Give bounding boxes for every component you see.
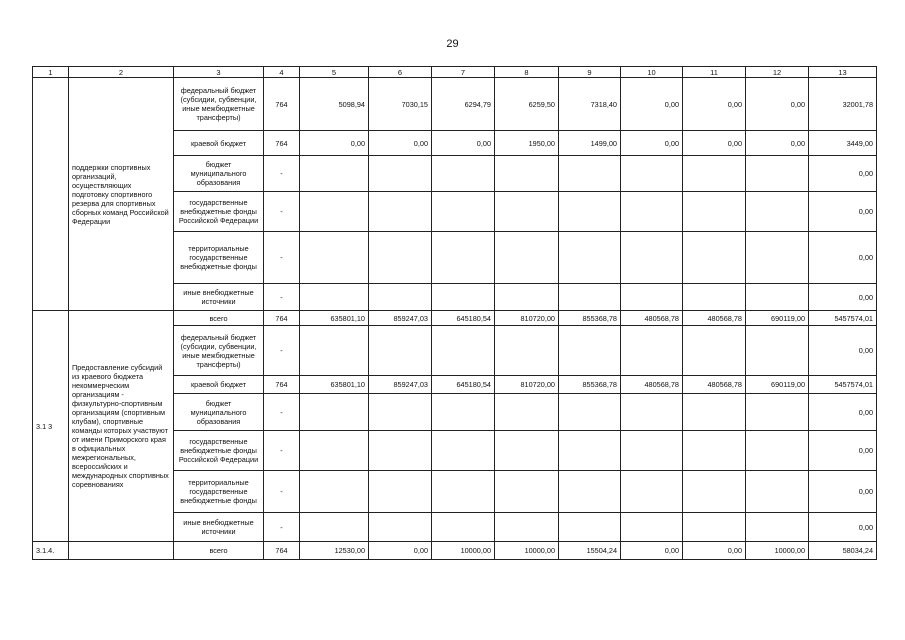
year-value	[559, 326, 621, 376]
funding-source: федеральный бюджет (субсидии, субвенции, иные межбюджетные трансферты)	[174, 78, 264, 131]
gr-code: 764	[264, 542, 300, 560]
measure-name: Предоставление субсидий из краевого бюджета некоммерческим организациям - физкультурно-спортивным организациям (спортивным клубам), спортивные команды которых участвуют от имени Приморского края в официальных межрегиональных, всероссийских и международных спортивных соревнованиях	[69, 311, 174, 542]
year-value	[300, 326, 369, 376]
funding-source: иные внебюджетные источники	[174, 284, 264, 311]
page-number: 29	[446, 38, 459, 50]
year-value: 5098,94	[300, 78, 369, 131]
year-value	[495, 284, 559, 311]
year-value	[300, 284, 369, 311]
year-value	[683, 513, 746, 542]
row-code: 3.1.4.	[33, 542, 69, 560]
budget-table	[32, 66, 877, 560]
total-value: 0,00	[809, 431, 877, 471]
year-value	[621, 471, 683, 513]
year-value: 0,00	[621, 131, 683, 156]
year-value	[369, 394, 432, 431]
year-value	[746, 156, 809, 192]
year-value	[746, 232, 809, 284]
funding-source: государственные внебюджетные фонды Российской Федерации	[174, 431, 264, 471]
year-value: 6294,79	[432, 78, 495, 131]
year-value: 0,00	[621, 78, 683, 131]
year-value: 0,00	[300, 131, 369, 156]
year-value	[621, 513, 683, 542]
year-value: 645180,54	[432, 376, 495, 394]
year-value	[559, 394, 621, 431]
funding-source: бюджет муниципального образования	[174, 156, 264, 192]
year-value: 6259,50	[495, 78, 559, 131]
funding-source: федеральный бюджет (субсидии, субвенции, иные межбюджетные трансферты)	[174, 326, 264, 376]
year-value: 0,00	[683, 78, 746, 131]
table-row	[33, 542, 877, 560]
year-value: 480568,78	[683, 311, 746, 326]
year-value: 0,00	[369, 542, 432, 560]
year-value	[432, 471, 495, 513]
funding-source: территориальные государственные внебюджетные фонды	[174, 232, 264, 284]
year-value	[621, 431, 683, 471]
total-value: 0,00	[809, 232, 877, 284]
year-value: 7030,15	[369, 78, 432, 131]
year-value: 480568,78	[621, 376, 683, 394]
year-value: 10000,00	[495, 542, 559, 560]
funding-source: всего	[174, 542, 264, 560]
year-value	[432, 284, 495, 311]
year-value	[495, 326, 559, 376]
total-value: 0,00	[809, 471, 877, 513]
gr-code: 764	[264, 376, 300, 394]
year-value	[746, 513, 809, 542]
year-value: 690119,00	[746, 311, 809, 326]
header-cell: 9	[559, 67, 621, 78]
total-value: 0,00	[809, 284, 877, 311]
year-value	[369, 326, 432, 376]
year-value: 10000,00	[746, 542, 809, 560]
year-value: 635801,10	[300, 311, 369, 326]
year-value	[559, 471, 621, 513]
year-value	[432, 156, 495, 192]
year-value: 810720,00	[495, 376, 559, 394]
year-value	[746, 394, 809, 431]
year-value	[621, 326, 683, 376]
gr-code: 764	[264, 78, 300, 131]
table-row	[33, 78, 877, 131]
header-cell: 5	[300, 67, 369, 78]
year-value	[683, 284, 746, 311]
measure-name: поддержки спортивных организаций, осуществляющих подготовку спортивного резерва для спортивных сборных команд Российской Федерации	[69, 78, 174, 311]
year-value: 0,00	[369, 131, 432, 156]
year-value: 1499,00	[559, 131, 621, 156]
year-value	[495, 431, 559, 471]
funding-source: бюджет муниципального образования	[174, 394, 264, 431]
year-value	[432, 513, 495, 542]
header-cell: 12	[746, 67, 809, 78]
year-value	[300, 394, 369, 431]
table-row	[33, 311, 877, 326]
year-value	[432, 192, 495, 232]
year-value	[746, 284, 809, 311]
year-value	[559, 284, 621, 311]
total-value: 5457574,01	[809, 376, 877, 394]
header-cell: 6	[369, 67, 432, 78]
header-cell: 1	[33, 67, 69, 78]
year-value: 0,00	[683, 542, 746, 560]
header-cell: 11	[683, 67, 746, 78]
gr-code: 764	[264, 131, 300, 156]
year-value: 0,00	[621, 542, 683, 560]
year-value	[683, 192, 746, 232]
total-value: 5457574,01	[809, 311, 877, 326]
header-cell: 3	[174, 67, 264, 78]
funding-source: иные внебюджетные источники	[174, 513, 264, 542]
year-value: 0,00	[432, 131, 495, 156]
funding-source: всего	[174, 311, 264, 326]
gr-code: -	[264, 284, 300, 311]
gr-code: 764	[264, 311, 300, 326]
funding-source: краевой бюджет	[174, 131, 264, 156]
header-cell: 10	[621, 67, 683, 78]
year-value	[495, 513, 559, 542]
year-value: 7318,40	[559, 78, 621, 131]
funding-source: территориальные государственные внебюджетные фонды	[174, 471, 264, 513]
funding-source: государственные внебюджетные фонды Российской Федерации	[174, 192, 264, 232]
header-row	[33, 67, 877, 78]
year-value	[559, 156, 621, 192]
year-value	[369, 513, 432, 542]
year-value	[432, 431, 495, 471]
year-value	[432, 394, 495, 431]
header-cell: 4	[264, 67, 300, 78]
year-value	[369, 284, 432, 311]
year-value	[621, 192, 683, 232]
year-value: 15504,24	[559, 542, 621, 560]
year-value	[683, 326, 746, 376]
total-value: 0,00	[809, 156, 877, 192]
measure-name	[69, 542, 174, 560]
year-value	[621, 284, 683, 311]
total-value: 0,00	[809, 394, 877, 431]
year-value	[621, 394, 683, 431]
year-value: 0,00	[746, 131, 809, 156]
year-value: 635801,10	[300, 376, 369, 394]
year-value	[495, 156, 559, 192]
year-value	[683, 394, 746, 431]
total-value: 32001,78	[809, 78, 877, 131]
year-value	[495, 471, 559, 513]
gr-code: -	[264, 513, 300, 542]
year-value	[369, 431, 432, 471]
total-value: 58034,24	[809, 542, 877, 560]
year-value	[559, 431, 621, 471]
year-value	[495, 232, 559, 284]
year-value	[559, 192, 621, 232]
year-value: 859247,03	[369, 376, 432, 394]
year-value	[559, 513, 621, 542]
year-value	[683, 471, 746, 513]
gr-code: -	[264, 471, 300, 513]
row-code: 3.1 3	[33, 311, 69, 542]
funding-source: краевой бюджет	[174, 376, 264, 394]
year-value: 859247,03	[369, 311, 432, 326]
year-value	[495, 192, 559, 232]
gr-code: -	[264, 232, 300, 284]
year-value	[432, 326, 495, 376]
year-value: 645180,54	[432, 311, 495, 326]
year-value	[300, 431, 369, 471]
year-value	[495, 394, 559, 431]
total-value: 0,00	[809, 326, 877, 376]
year-value	[683, 156, 746, 192]
year-value	[621, 156, 683, 192]
gr-code: -	[264, 326, 300, 376]
year-value	[746, 431, 809, 471]
total-value: 0,00	[809, 192, 877, 232]
year-value: 12530,00	[300, 542, 369, 560]
year-value	[300, 232, 369, 284]
year-value	[683, 232, 746, 284]
total-value: 0,00	[809, 513, 877, 542]
year-value: 855368,78	[559, 311, 621, 326]
year-value: 0,00	[683, 131, 746, 156]
gr-code: -	[264, 431, 300, 471]
year-value: 480568,78	[621, 311, 683, 326]
year-value	[432, 232, 495, 284]
year-value	[621, 232, 683, 284]
year-value: 480568,78	[683, 376, 746, 394]
header-cell: 7	[432, 67, 495, 78]
header-cell: 13	[809, 67, 877, 78]
gr-code: -	[264, 192, 300, 232]
year-value: 1950,00	[495, 131, 559, 156]
year-value: 855368,78	[559, 376, 621, 394]
year-value	[369, 192, 432, 232]
year-value	[746, 192, 809, 232]
year-value	[300, 471, 369, 513]
year-value	[369, 156, 432, 192]
year-value: 0,00	[746, 78, 809, 131]
year-value	[746, 326, 809, 376]
year-value: 690119,00	[746, 376, 809, 394]
year-value	[369, 471, 432, 513]
header-cell: 8	[495, 67, 559, 78]
year-value	[369, 232, 432, 284]
gr-code: -	[264, 156, 300, 192]
year-value: 10000,00	[432, 542, 495, 560]
year-value	[300, 513, 369, 542]
year-value: 810720,00	[495, 311, 559, 326]
year-value	[559, 232, 621, 284]
year-value	[300, 192, 369, 232]
year-value	[746, 471, 809, 513]
header-cell: 2	[69, 67, 174, 78]
row-code	[33, 78, 69, 311]
year-value	[300, 156, 369, 192]
year-value	[683, 431, 746, 471]
gr-code: -	[264, 394, 300, 431]
total-value: 3449,00	[809, 131, 877, 156]
